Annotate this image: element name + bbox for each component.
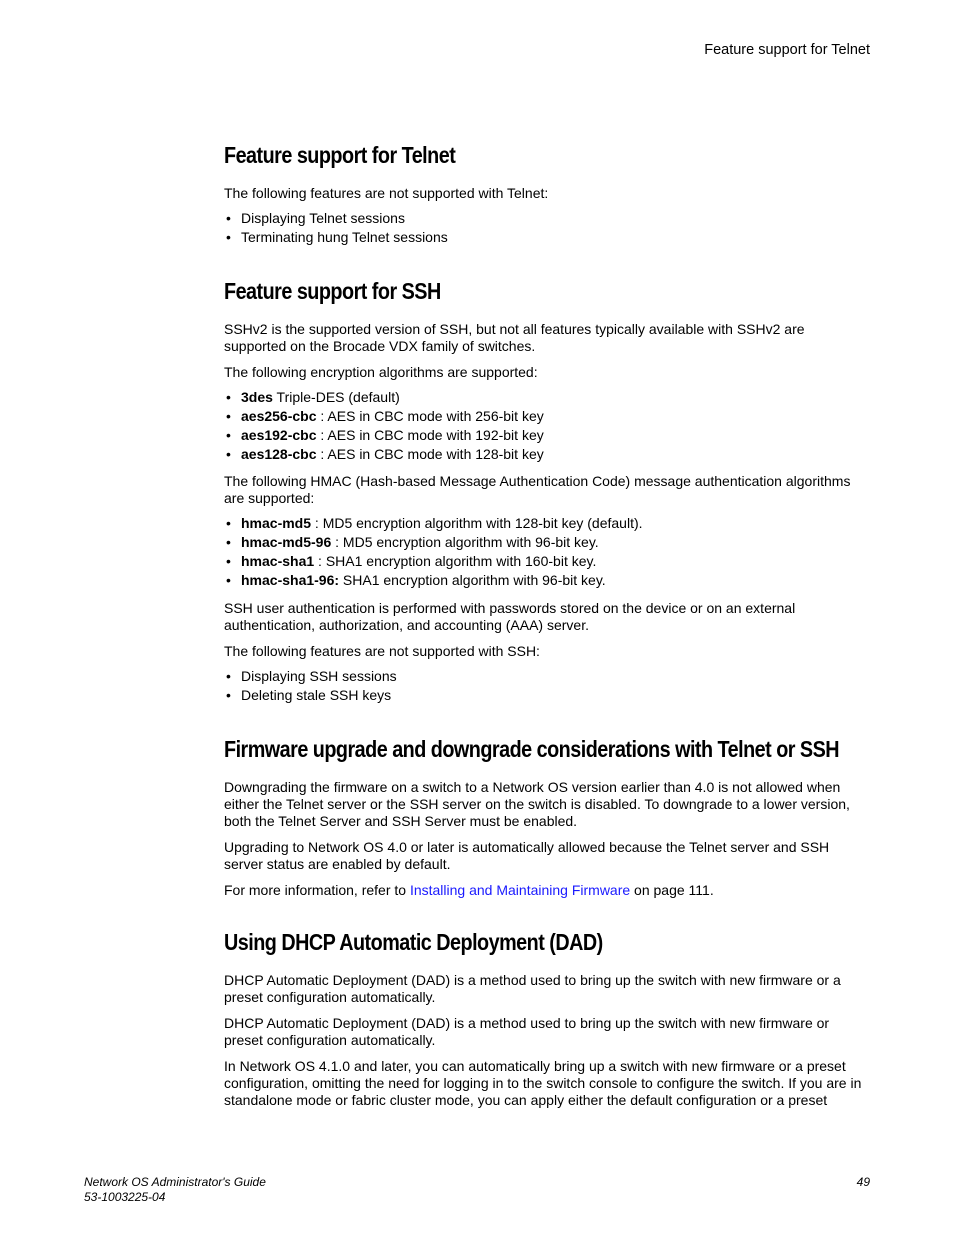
running-header: Feature support for Telnet bbox=[704, 42, 870, 58]
description: : SHA1 encryption algorithm with 160-bit key. bbox=[314, 553, 597, 569]
ssh-intro: SSHv2 is the supported version of SSH, but not all features typically available with SSHv2 are supported on the Brocade VDX family of switches. bbox=[224, 321, 805, 354]
description: : AES in CBC mode with 192-bit key bbox=[316, 427, 544, 443]
term: aes192-cbc bbox=[241, 427, 317, 443]
list-item bbox=[224, 533, 864, 552]
term: hmac-sha1 bbox=[241, 553, 315, 569]
footer-doc-title: Network OS Administrator's Guide bbox=[84, 1175, 266, 1189]
term: 3des bbox=[241, 389, 273, 405]
list-item bbox=[224, 388, 864, 407]
dhcp-para-1: DHCP Automatic Deployment (DAD) is a method used to bring up the switch with new firmware or a preset configuration automatically. bbox=[224, 972, 841, 1005]
description: : MD5 encryption algorithm with 128-bit key (default). bbox=[311, 515, 643, 531]
telnet-unsupported-list bbox=[224, 209, 864, 247]
description: : AES in CBC mode with 256-bit key bbox=[316, 408, 544, 424]
term: hmac-md5 bbox=[241, 515, 312, 531]
dhcp-para-3: In Network OS 4.1.0 and later, you can automatically bring up a switch with new firmware or a preset configuration, omitting the need for logging in to the switch console to configure the switch. If you are in standalone mode or fabric cluster mode, you can apply either the default configuration or a preset bbox=[224, 1058, 862, 1108]
description: : MD5 encryption algorithm with 96-bit key. bbox=[331, 534, 599, 550]
installing-firmware-link[interactable]: Installing and Maintaining Firmware bbox=[409, 882, 631, 898]
encryption-list bbox=[224, 388, 864, 464]
heading-telnet: Feature support for Telnet bbox=[224, 142, 456, 168]
term: hmac-md5-96 bbox=[241, 534, 332, 550]
list-item bbox=[224, 407, 864, 426]
firmware-para-2: Upgrading to Network OS 4.0 or later is automatically allowed because the Telnet server and SSH server status are enabled by default. bbox=[224, 839, 830, 872]
description: SHA1 encryption algorithm with 96-bit key. bbox=[339, 572, 606, 588]
list-item: • Displaying SSH sessions bbox=[224, 667, 864, 686]
list-item bbox=[224, 445, 864, 464]
term: hmac-sha1-96: bbox=[241, 572, 340, 588]
term: aes128-cbc bbox=[241, 446, 317, 462]
list-item bbox=[224, 552, 864, 571]
list-item: • Terminating hung Telnet sessions bbox=[224, 228, 864, 247]
list-item bbox=[224, 426, 864, 445]
description: : AES in CBC mode with 128-bit key bbox=[316, 446, 544, 462]
firmware-para-3 bbox=[224, 882, 864, 899]
dhcp-para-2: DHCP Automatic Deployment (DAD) is a method used to bring up the switch with new firmware or preset configuration automatically. bbox=[224, 1015, 830, 1048]
heading-ssh: Feature support for SSH bbox=[224, 278, 441, 304]
firmware-para-1: Downgrading the firmware on a switch to a Network OS version earlier than 4.0 is not allowed when either the Telnet server or the SSH server on the switch is disabled. To downgrade to a lower version, both the Telnet Server and SSH Server must be enabled. bbox=[224, 779, 850, 829]
ssh-unsupported-intro: The following features are not supported with SSH: bbox=[224, 643, 540, 659]
list-item bbox=[224, 571, 864, 590]
text: on page 111. bbox=[630, 882, 714, 898]
list-item: • Displaying Telnet sessions bbox=[224, 209, 864, 228]
list-item bbox=[224, 514, 864, 533]
ssh-unsupported-list bbox=[224, 667, 864, 705]
ssh-encryption-intro: The following encryption algorithms are supported: bbox=[224, 364, 538, 380]
ssh-auth-text: SSH user authentication is performed with passwords stored on the device or on an external authentication, authorization, and accounting (AAA) server. bbox=[224, 600, 796, 633]
hmac-list bbox=[224, 514, 864, 590]
list-item: • Deleting stale SSH keys bbox=[224, 686, 864, 705]
footer-doc-number: 53-1003225-04 bbox=[84, 1190, 166, 1204]
telnet-intro: The following features are not supported with Telnet: bbox=[224, 185, 549, 201]
heading-firmware: Firmware upgrade and downgrade considerations with Telnet or SSH bbox=[224, 736, 840, 762]
heading-dhcp: Using DHCP Automatic Deployment (DAD) bbox=[224, 929, 603, 955]
hmac-intro: The following HMAC (Hash-based Message Authentication Code) message authentication algorithms are supported: bbox=[224, 473, 851, 506]
footer-doc-info bbox=[84, 1175, 266, 1205]
term: aes256-cbc bbox=[241, 408, 317, 424]
page-number: 49 bbox=[856, 1175, 870, 1189]
text: For more information, refer to bbox=[224, 882, 410, 898]
description: Triple-DES (default) bbox=[272, 389, 400, 405]
